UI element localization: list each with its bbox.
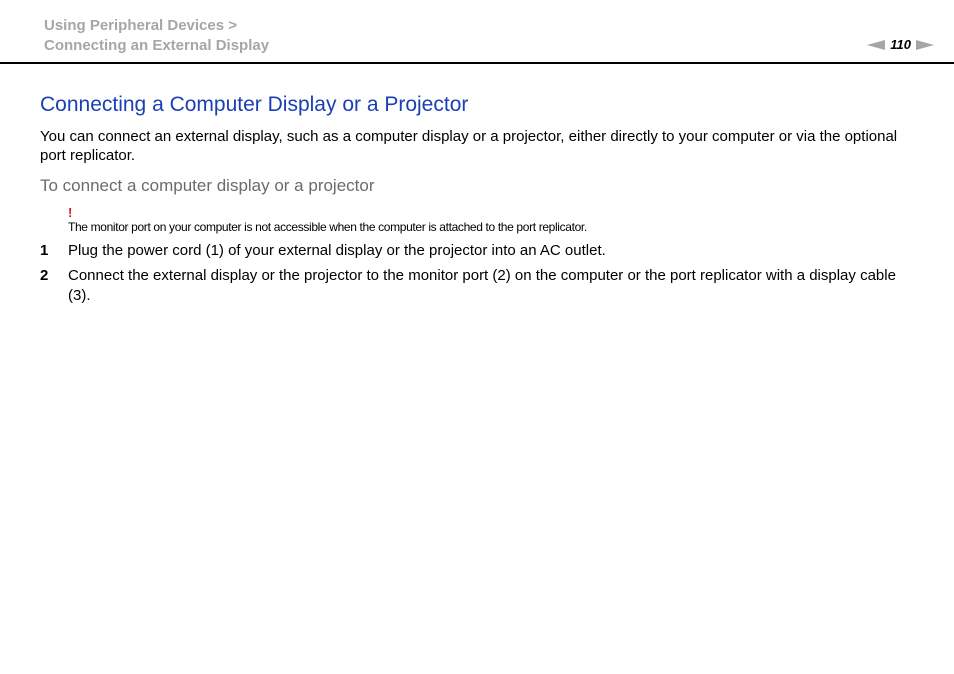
step-item xyxy=(40,266,920,306)
header-divider xyxy=(0,62,954,64)
breadcrumb-separator: > xyxy=(228,17,238,34)
page-navigation xyxy=(867,37,934,52)
step-text: Plug the power cord (1) of your external display or the projector into an AC outlet. xyxy=(68,242,606,259)
caution-note xyxy=(68,206,920,235)
step-number: 1 xyxy=(40,242,49,259)
caution-text: The monitor port on your computer is not accessible when the computer is attached to the port replicator. xyxy=(68,220,587,234)
caution-icon: ! xyxy=(68,205,73,220)
intro-paragraph: You can connect an external display, such as a computer display or a projector, either directly to your computer or via the optional port replicator. xyxy=(40,128,898,164)
breadcrumb-page[interactable]: Connecting an External Display xyxy=(44,37,270,54)
main-content xyxy=(40,92,920,311)
step-item xyxy=(40,241,920,261)
steps-list xyxy=(40,241,920,306)
arrow-right-icon[interactable] xyxy=(916,40,934,50)
page-number: 110 xyxy=(890,37,911,52)
breadcrumb xyxy=(44,16,269,56)
procedure-heading: To connect a computer display or a projector xyxy=(40,176,375,195)
step-text: Connect the external display or the projector to the monitor port (2) on the computer or the port replicator with a display cable (3). xyxy=(68,267,896,304)
breadcrumb-section-line xyxy=(44,16,269,36)
arrow-left-icon[interactable] xyxy=(867,40,885,50)
breadcrumb-section[interactable]: Using Peripheral Devices xyxy=(44,17,225,34)
page-title: Connecting a Computer Display or a Projector xyxy=(40,93,469,116)
step-number: 2 xyxy=(40,267,49,284)
